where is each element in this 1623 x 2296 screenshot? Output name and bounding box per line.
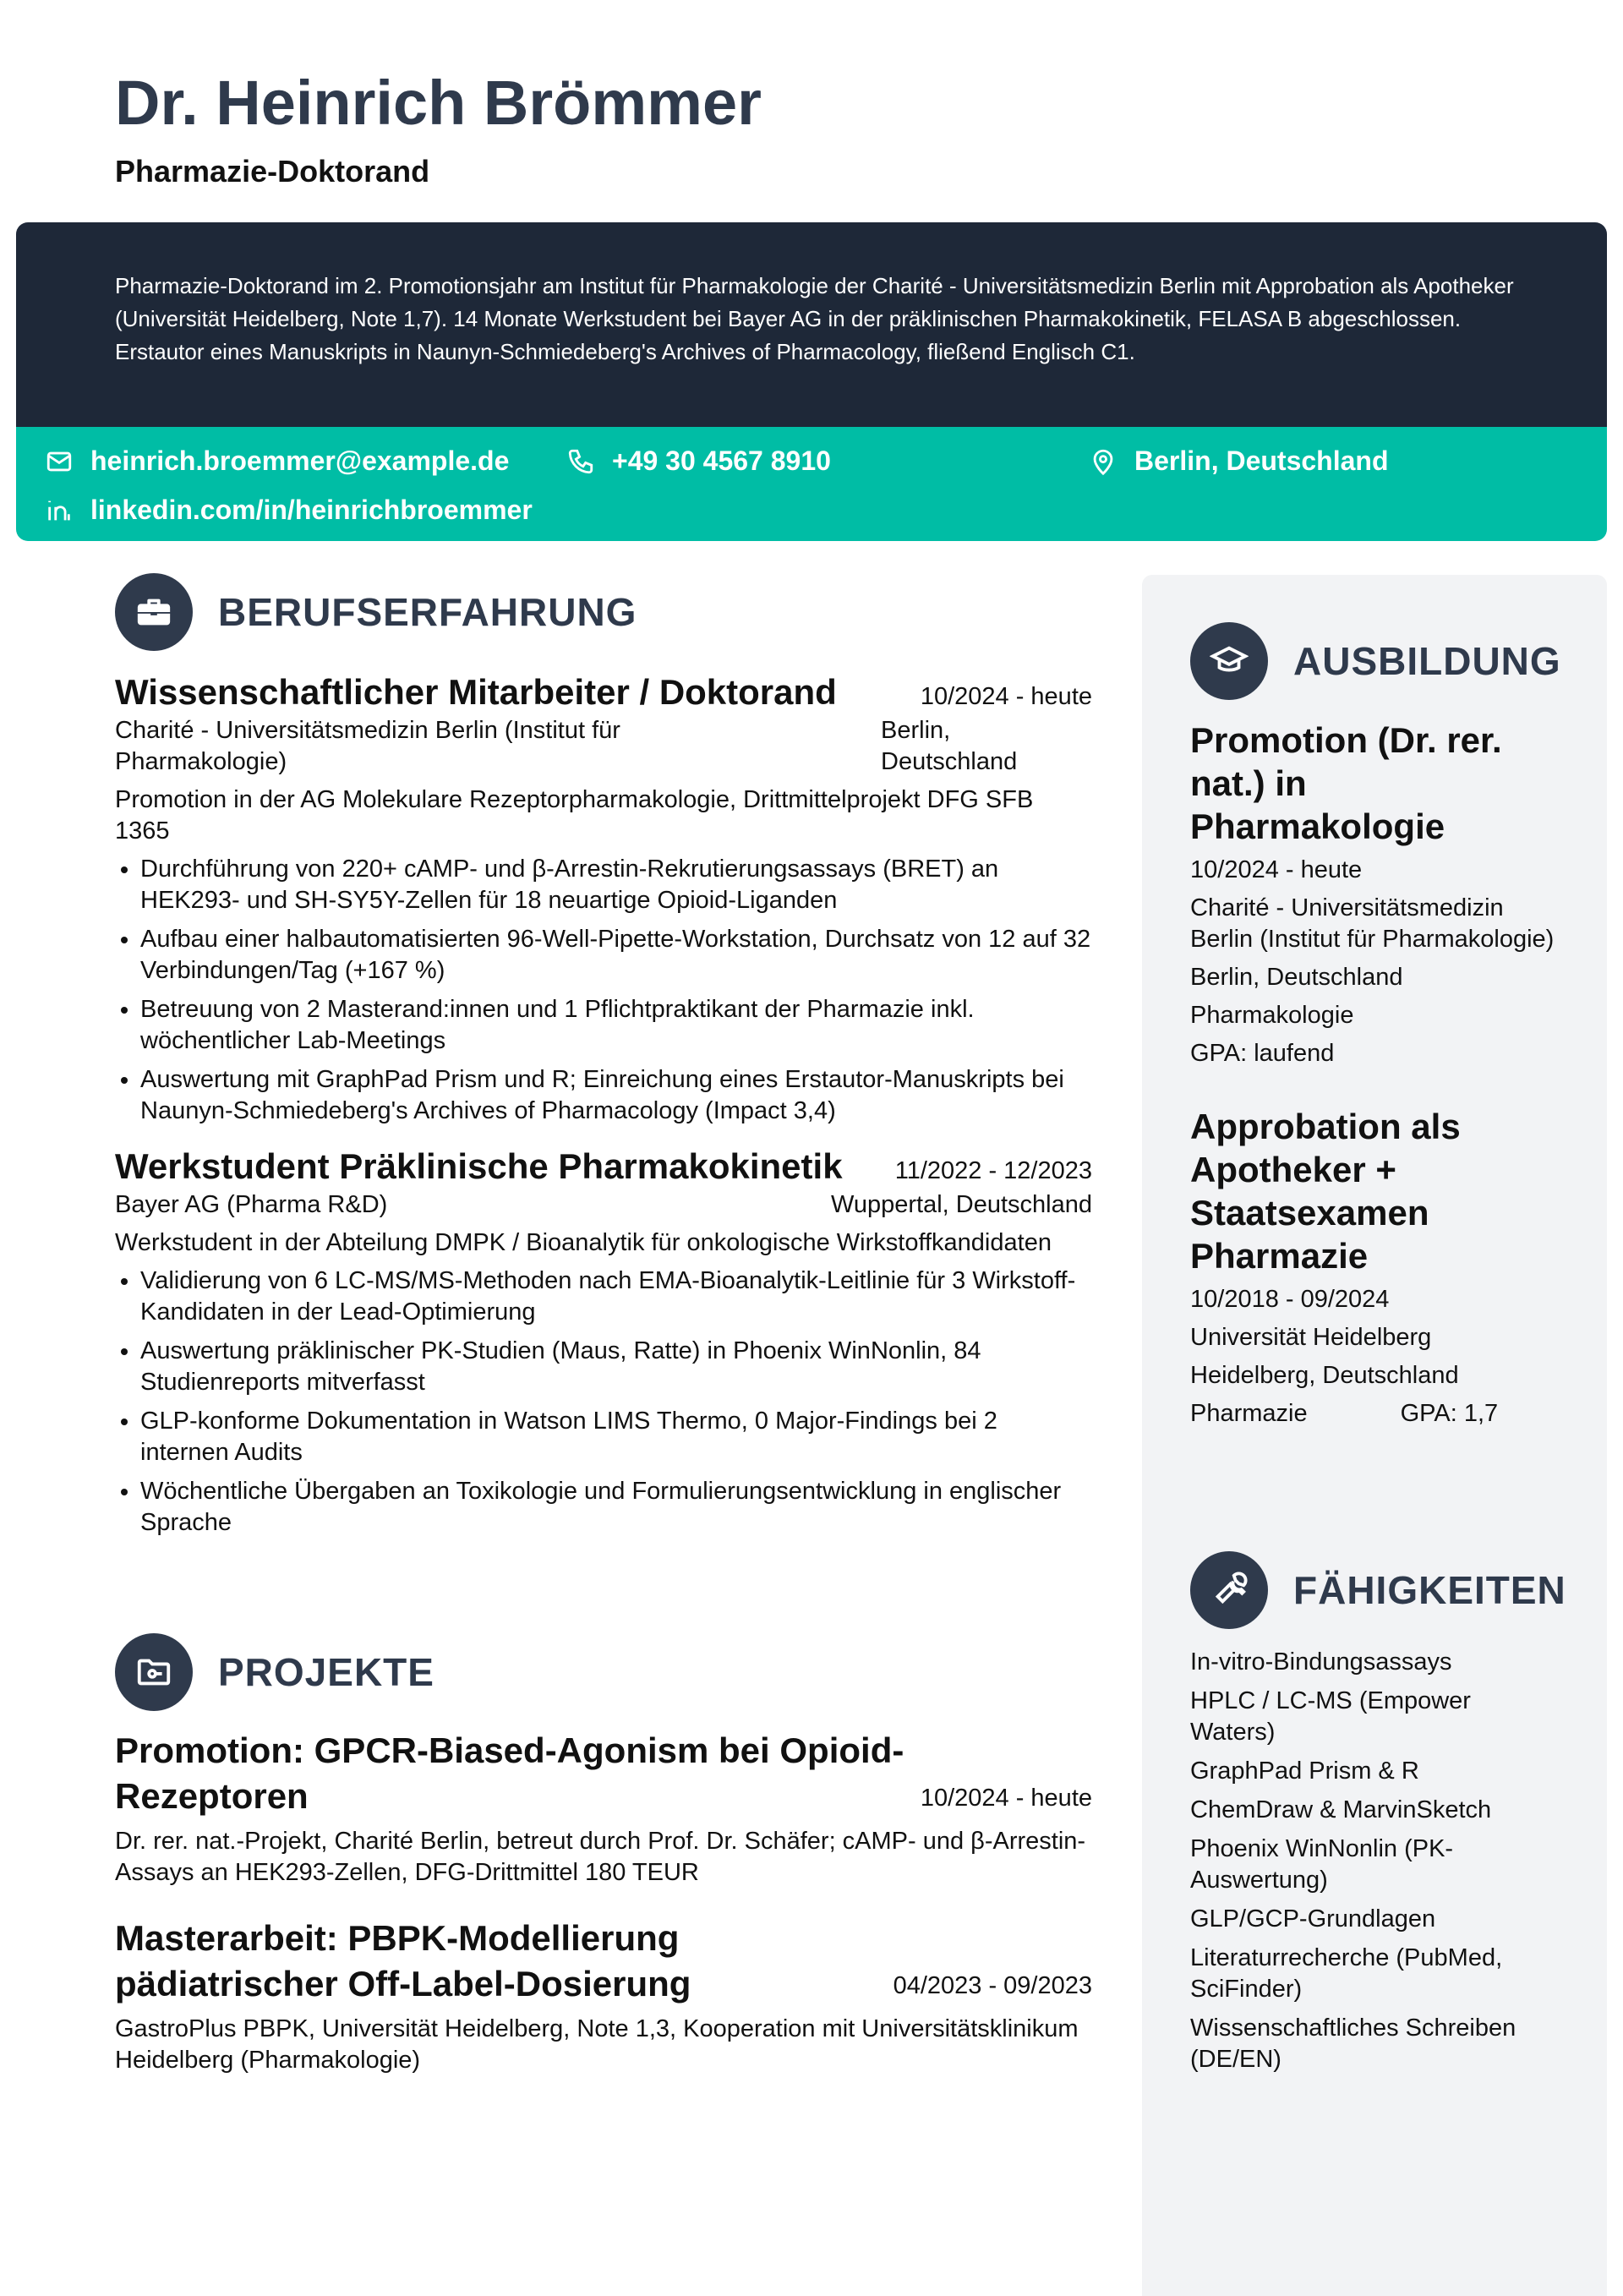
job-bullet: • Aufbau einer halbautomatisierten 96-Well-Pipette-Workstation, Durchsatz von 12 auf 32 Verbindungen/Tag (+167 %) <box>140 924 1092 987</box>
candidate-name: Dr. Heinrich Brömmer <box>115 68 762 138</box>
project-entry <box>115 1916 1092 2076</box>
skills-heading-text: FÄHIGKEITEN <box>1293 1568 1566 1612</box>
skill-item: ChemDraw & MarvinSketch <box>1190 1796 1492 1823</box>
project-description: GastroPlus PBPK, Universität Heidelberg, Note 1,3, Kooperation mit Universitätsklinikum Heidelberg (Pharmakologie) <box>115 2015 1079 2074</box>
education-field: Pharmazie <box>1190 1400 1308 1427</box>
education-school: Charité - Universitätsmedizin Berlin (Institut für Pharmakologie) <box>1190 894 1555 953</box>
education-title: Approbation als Apotheker + Staatsexamen Pharmazie <box>1190 1107 1461 1276</box>
education-entry <box>1190 719 1562 1069</box>
linkedin-icon <box>45 496 74 525</box>
education-school: Universität Heidelberg <box>1190 1324 1432 1351</box>
job-bullet: • Validierung von 6 LC-MS/MS-Methoden nach EMA-Bioanalytik-Leitlinie für 3 Wirkstoff-Kandidaten in der Lead-Optimierung <box>140 1266 1092 1328</box>
projects-list <box>115 1728 1092 2076</box>
job-location: Wuppertal, Deutschland <box>831 1191 1092 1218</box>
job-bullet: • GLP-konforme Dokumentation in Watson LIMS Thermo, 0 Major-Findings bei 2 internen Audits <box>140 1406 1092 1468</box>
contact-band <box>16 427 1607 541</box>
contact-phone-text: +49 30 4567 8910 <box>612 446 831 476</box>
briefcase-icon <box>115 573 193 651</box>
project-date: 10/2024 - heute <box>920 1785 1092 1812</box>
skill-item: Literaturrecherche (PubMed, SciFinder) <box>1190 1944 1503 2003</box>
education-list <box>1190 719 1562 1430</box>
job-bullet: • Auswertung präklinischer PK-Studien (Maus, Ratte) in Phoenix WinNonlin, 84 Studienreports mitverfasst <box>140 1336 1092 1398</box>
project-title: Masterarbeit: PBPK-Modellierung pädiatrischer Off-Label-Dosierung <box>115 1918 691 2004</box>
education-gpa: GPA: 1,7 <box>1400 1400 1499 1427</box>
education-location: Heidelberg, Deutschland <box>1190 1362 1459 1389</box>
education-date: 10/2024 - heute <box>1190 856 1363 883</box>
skills-list <box>1190 1647 1562 2083</box>
education-date: 10/2018 - 09/2024 <box>1190 1286 1390 1313</box>
job-bullet: • Betreuung von 2 Masterand:innen und 1 Pflichtpraktikant der Pharmazie inkl. wöchentlicher Lab-Meetings <box>140 994 1092 1057</box>
skill-item: GraphPad Prism & R <box>1190 1758 1419 1785</box>
education-location: Berlin, Deutschland <box>1190 964 1403 991</box>
education-heading-text: AUSBILDUNG <box>1293 639 1561 683</box>
project-description: Dr. rer. nat.-Projekt, Charité Berlin, betreut durch Prof. Dr. Schäfer; cAMP- und β-Arrestin-Assays an HEK293-Zellen, DFG-Drittmittel 180 TEUR <box>115 1828 1086 1886</box>
skill-item: HPLC / LC-MS (Empower Waters) <box>1190 1687 1471 1746</box>
projects-heading-text: PROJEKTE <box>218 1650 434 1694</box>
contact-location-text: Berlin, Deutschland <box>1134 446 1389 476</box>
contact-phone[interactable] <box>566 446 831 477</box>
summary-band <box>16 222 1607 427</box>
skills-heading <box>1190 1551 1566 1629</box>
job-bullet: • Wöchentliche Übergaben an Toxikologie und Formulierungsentwicklung in englischer Sprache <box>140 1476 1092 1539</box>
contact-location <box>1089 446 1389 477</box>
resume-header <box>115 63 762 189</box>
education-heading <box>1190 622 1561 700</box>
job-org: Charité - Universitätsmedizin Berlin (Institut für Pharmakologie) <box>115 717 620 775</box>
job-title: Werkstudent Präklinische Pharmakokinetik <box>115 1146 843 1186</box>
job-date: 11/2022 - 12/2023 <box>894 1157 1092 1184</box>
contact-email[interactable] <box>45 446 509 477</box>
job-org: Bayer AG (Pharma R&D) <box>115 1191 388 1218</box>
contact-linkedin[interactable] <box>45 495 533 526</box>
project-entry <box>115 1728 1092 1889</box>
job-bullets <box>115 854 1092 1127</box>
experience-heading-text: BERUFSERFAHRUNG <box>218 590 637 634</box>
experience-list <box>115 670 1092 1546</box>
project-date: 04/2023 - 09/2023 <box>893 1972 1092 1999</box>
education-entry <box>1190 1105 1562 1430</box>
skill-item: In-vitro-Bindungsassays <box>1190 1648 1452 1676</box>
folder-icon <box>115 1633 193 1711</box>
projects-heading <box>115 1633 434 1711</box>
wrench-icon <box>1190 1551 1268 1629</box>
experience-heading <box>115 573 637 651</box>
skill-item: GLP/GCP-Grundlagen <box>1190 1905 1436 1932</box>
skill-item: Phoenix WinNonlin (PK-Auswertung) <box>1190 1835 1454 1894</box>
job-date: 10/2024 - heute <box>920 683 1092 710</box>
contact-email-text: heinrich.broemmer@example.de <box>90 446 510 476</box>
job-description: Werkstudent in der Abteilung DMPK / Bioanalytik für onkologische Wirkstoffkandidaten <box>115 1229 1052 1256</box>
education-title: Promotion (Dr. rer. nat.) in Pharmakologie <box>1190 720 1502 846</box>
summary-text: Pharmazie-Doktorand im 2. Promotionsjahr am Institut für Pharmakologie der Charité - Universitätsmedizin Berlin mit Approbation als Apotheker (Universität Heidelberg, Note 1,7). 14 Monate Werkstudent bei Bayer AG in der präklinischen Pharmakokinetik, FELASA B abgeschlossen. Erstautor eines Manuskripts in Naunyn-Schmiedeberg's Archives of Pharmacology, fließend Englisch C1. <box>115 273 1514 364</box>
education-field: Pharmakologie <box>1190 1002 1354 1029</box>
contact-linkedin-text: linkedin.com/in/heinrichbroemmer <box>90 495 533 525</box>
job-entry <box>115 670 1092 1127</box>
candidate-subtitle: Pharmazie-Doktorand <box>115 154 430 189</box>
phone-icon <box>566 447 595 476</box>
education-gpa: GPA: laufend <box>1190 1040 1335 1067</box>
education-field-gpa <box>1190 1398 1562 1430</box>
job-bullet: • Durchführung von 220+ cAMP- und β-Arrestin-Rekrutierungsassays (BRET) an HEK293- und SH-SY5Y-Zellen für 18 neuartige Opioid-Liganden <box>140 854 1092 916</box>
graduation-cap-icon <box>1190 622 1268 700</box>
job-bullet: • Auswertung mit GraphPad Prism und R; Einreichung eines Erstautor-Manuskripts bei Naunyn-Schmiedeberg's Archives of Pharmacology (Impact 3,4) <box>140 1064 1092 1127</box>
location-pin-icon <box>1089 447 1118 476</box>
job-title: Wissenschaftlicher Mitarbeiter / Doktorand <box>115 672 837 712</box>
job-description: Promotion in der AG Molekulare Rezeptorpharmakologie, Drittmittelprojekt DFG SFB 1365 <box>115 786 1034 845</box>
skill-item: Wissenschaftliches Schreiben (DE/EN) <box>1190 2014 1516 2073</box>
job-bullets <box>115 1266 1092 1539</box>
mail-icon <box>45 447 74 476</box>
job-entry <box>115 1144 1092 1539</box>
project-title: Promotion: GPCR-Biased-Agonism bei Opioid-Rezeptoren <box>115 1730 904 1816</box>
job-location: Berlin, Deutschland <box>881 717 1018 775</box>
